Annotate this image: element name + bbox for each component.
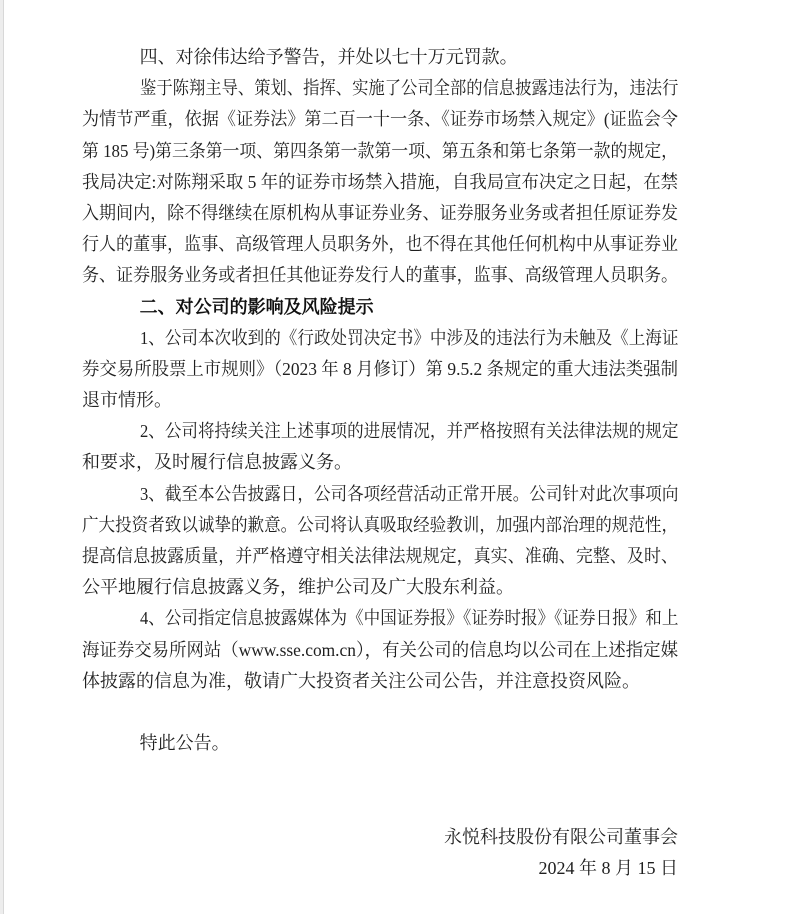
closing-statement: 特此公告。 [139, 733, 230, 754]
document-line: 第 185 号)第三条第一项、第四条第一款第一项、第五条和第七条第一款的规定， [82, 140, 678, 161]
signature-company: 永悦科技股份有限公司董事会 [444, 826, 678, 847]
document-line: 务、证券服务业务或者担任其他证券发行人的董事，监事、高级管理人员职务。 [82, 265, 678, 286]
document-line: 4、公司指定信息披露媒体为《中国证券报》《证券时报》《证券日报》和上 [139, 608, 678, 629]
document-line: 海证券交易所网站（www.sse.com.cn），有关公司的信息均以公司在上述指定媒 [82, 639, 678, 660]
document-line: 我局决定:对陈翔采取 5 年的证券市场禁入措施，自我局宣布决定之日起，在禁 [82, 171, 678, 192]
document-line: 为情节严重，依据《证券法》第二百一十一条、《证券市场禁入规定》(证监会令 [82, 109, 678, 130]
document-line: 和要求，及时履行信息披露义务。 [82, 452, 352, 473]
document-line: 入期间内，除不得继续在原机构从事证券业务、证券服务业务或者担任原证券发 [82, 202, 678, 223]
document-line: 公平地履行信息披露义务，维护公司及广大股东利益。 [82, 577, 514, 598]
document-line: 提高信息披露质量，并严格遵守相关法律法规规定，真实、准确、完整、及时、 [82, 546, 678, 566]
document-line: 券交易所股票上市规则》（2023 年 8 月修订）第 9.5.2 条规定的重大违法类强制 [82, 358, 678, 379]
document-line: 体披露的信息为准，敬请广大投资者关注公司公告，并注意投资风险。 [82, 670, 640, 691]
document-body [82, 42, 678, 884]
page-left-edge [0, 0, 4, 914]
document-line: 3、截至本公告披露日，公司各项经营活动正常开展。公司针对此次事项向 [139, 483, 678, 504]
document-line: 广大投资者致以诚挚的歉意。公司将认真吸取经验教训，加强内部治理的规范性， [82, 514, 678, 535]
document-line: 鉴于陈翔主导、策划、指挥、实施了公司全部的信息披露违法行为，违法行 [139, 78, 678, 99]
document-line: 行人的董事，监事、高级管理人员职务外，也不得在其他任何机构中从事证券业 [82, 234, 678, 255]
document-line: 四、对徐伟达给予警告，并处以七十万元罚款。 [139, 47, 518, 67]
signature-date: 2024 年 8 月 15 日 [538, 857, 678, 878]
document-line: 1、公司本次收到的《行政处罚决定书》中涉及的违法行为未触及《上海证 [139, 327, 678, 348]
section-heading-impact-and-risk: 二、对公司的影响及风险提示 [139, 296, 374, 317]
document-line: 退市情形。 [82, 390, 172, 411]
document-line: 2、公司将持续关注上述事项的进展情况，并严格按照有关法律法规的规定 [139, 421, 678, 442]
